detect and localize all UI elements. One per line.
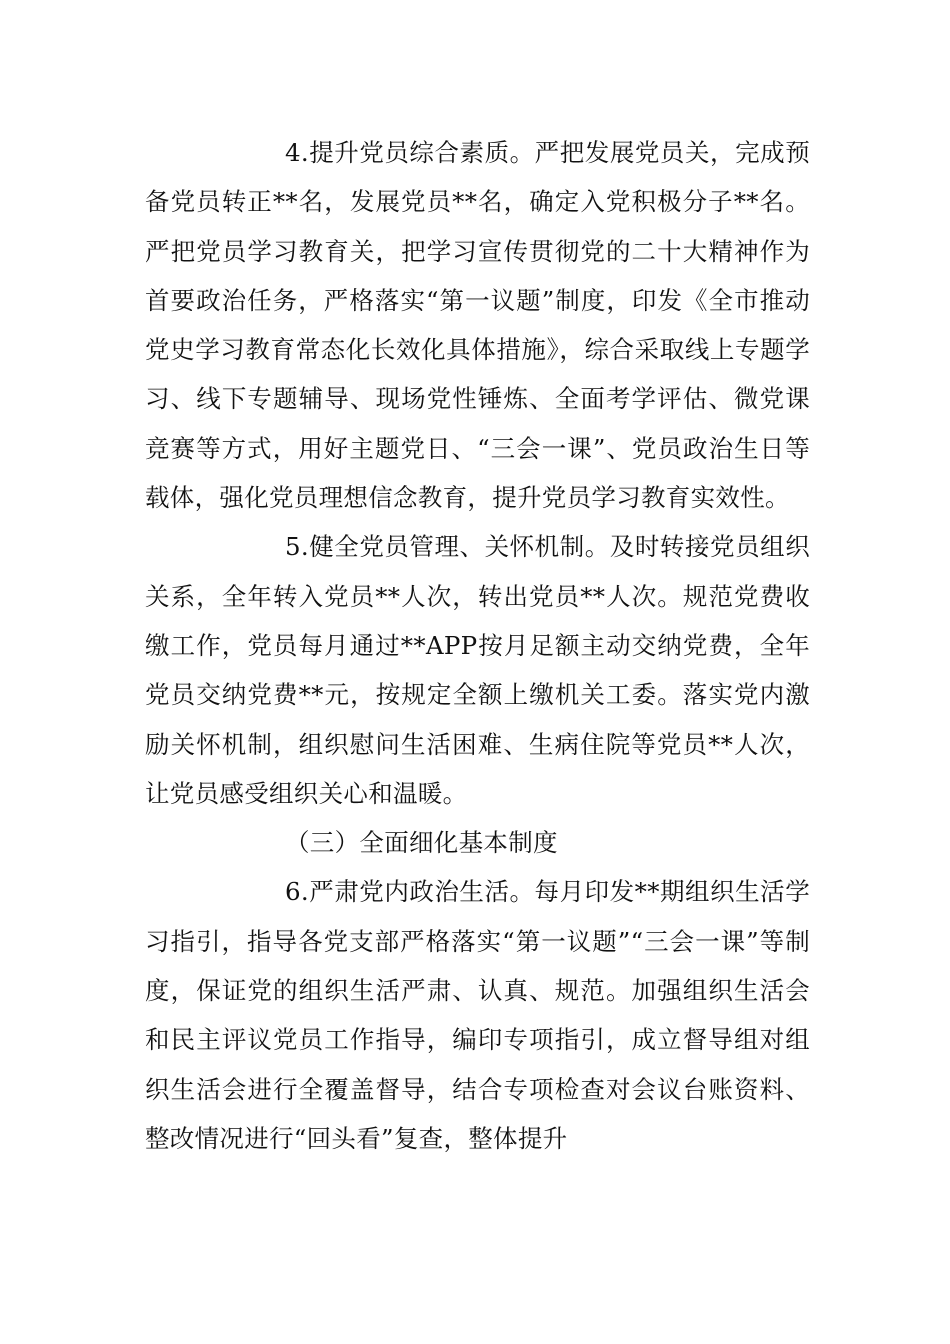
paragraph-item-6: 6.严肃党内政治生活。每月印发**期组织生活学习指引，指导各党支部严格落实“第一议题”“三会一课”等制度，保证党的组织生活严肃、认真、规范。加强组织生活会和民主评议党员工作指导，编印专项指引，成立督导组对组织生活会进行全覆盖督导，结合专项检查对会议台账资料、整改情况进行“回头看”复查，整体提升: [145, 877, 810, 1153]
document-body: [145, 128, 810, 1163]
section-heading-3: （三）全面细化基本制度: [285, 828, 558, 858]
paragraph-item-5: 5.健全党员管理、关怀机制。及时转接党员组织关系，全年转入党员**人次，转出党员**人次。规范党费收缴工作，党员每月通过**APP按月足额主动交纳党费，全年党员交纳党费**元，按规定全额上缴机关工委。落实党内激励关怀机制，组织慰问生活困难、生病住院等党员**人次，让党员感受组织关心和温暖。: [145, 532, 810, 808]
paragraph-item-4: 4.提升党员综合素质。严把发展党员关，完成预备党员转正**名，发展党员**名，确定入党积极分子**名。严把党员学习教育关，把学习宣传贯彻党的二十大精神作为首要政治任务，严格落实“第一议题”制度，印发《全市推动党史学习教育常态化长效化具体措施》，综合采取线上专题学习、线下专题辅导、现场党性锤炼、全面考学评估、微党课竞赛等方式，用好主题党日、“三会一课”、党员政治生日等载体，强化党员理想信念教育，提升党员学习教育实效性。: [145, 138, 810, 513]
